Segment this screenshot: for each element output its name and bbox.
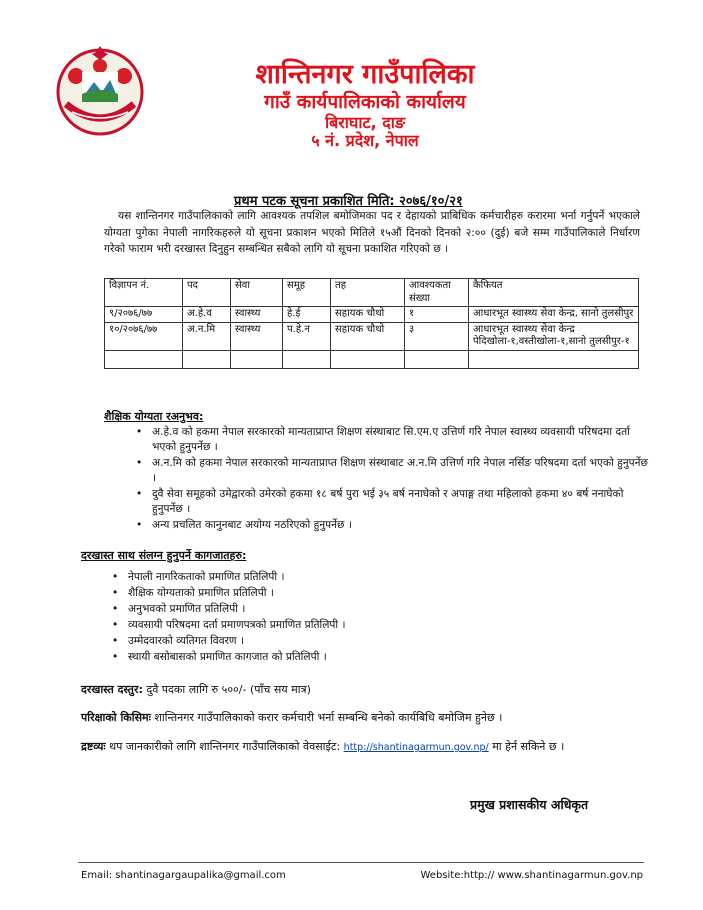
cell-required-count: ३ (405, 322, 469, 350)
cell-post: अ.न.मि (183, 322, 231, 350)
fee-label: दरखास्त दस्तुर: (81, 683, 143, 696)
list-item: • अनुभवको प्रमाणित प्रतिलिपी । (128, 602, 648, 617)
table-header-row (105, 279, 639, 307)
notice-intro: यस शान्तिनगर गाउँपालिकाको लागि आवश्यक तपशिल बमोजिमका पद र देहायको प्राबिधिक कर्मचारीहरु करारमा भर्ना गर्नुपर्ने भएकाले योग्यता पुगेका नेपाली नागरिकहरुले यो सूचना प्रकाशन भएको मितिले १५औं दिनको दिनको २:०० (दुई) बजे सम्म गाउँपालिकाले निर्धारण गरेको फाराम भरी दरखास्त दिनुहुन सम्बन्धित सबैको लागि यो सूचना प्रकाशित गरिएको छ । (104, 210, 640, 255)
exam-line (81, 710, 502, 725)
exam-text: शान्तिनगर गाउँपालिकाको करार कर्मचारी भर्ना सम्बन्धि बनेको कार्यबिधि बमोजिम हुनेछ । (150, 711, 503, 724)
signature-title: प्रमुख प्रशासकीय अधिकृत (470, 797, 589, 812)
office-name: गाउँ कार्यपालिकाको कार्यालय (264, 91, 466, 113)
cell-required-count: १ (405, 307, 469, 323)
note-text-after: मा हेर्न सकिने छ । (488, 740, 565, 753)
cell-remarks: आधारभूत स्वास्थ्य सेवा केन्द्र पेदिखोला-१,वस्तीखोला-१,सानो तुलसीपुर-१ (469, 322, 639, 350)
col-remarks: कैफियत (469, 279, 639, 307)
cell-post: अ.हे.व (183, 307, 231, 323)
table-row (105, 322, 639, 350)
vacancy-table (104, 278, 639, 369)
footer-divider (78, 862, 644, 863)
cell-remarks: आधारभूत स्वास्थ्य सेवा केन्द्र, सानो तुलसीपुर (469, 307, 639, 323)
office-location: बिराघाट, दाङ (324, 113, 406, 132)
col-required-count: आवश्यकता संख्या (405, 279, 469, 307)
website-link[interactable]: http://shantinagarmun.gov.np/ (343, 742, 489, 753)
table-row-empty (105, 350, 639, 368)
col-service: सेवा (231, 279, 283, 307)
table-row (105, 307, 639, 323)
notice-title: प्रथम पटक सूचना प्रकाशित मिति: २०७६/१०/२१ (234, 194, 463, 209)
col-post: पद (183, 279, 231, 307)
col-advert-no: विज्ञापन नं. (105, 279, 183, 307)
list-item: • स्थायी बसोबासको प्रमाणित कागजात को प्रतिलिपी । (128, 650, 648, 665)
footer-email: Email: shantinagargaupalika@gmail.com (81, 870, 286, 881)
col-level: तह (331, 279, 405, 307)
fee-line (81, 682, 311, 697)
cell-level: सहायक चौथो (331, 322, 405, 350)
documents-heading: दरखास्त साथ संलग्न हुनुपर्ने कागजातहरु: (81, 549, 247, 562)
qualifications-list (128, 425, 652, 534)
nepal-government-emblem-icon (52, 42, 148, 138)
org-name: शान्तिनगर गाउँपालिका (255, 59, 475, 90)
cell-service: स्वास्थ्य (231, 307, 283, 323)
office-province: ५ नं. प्रदेश, नेपाल (311, 131, 419, 150)
exam-label: परिक्षाको किसिमः (81, 711, 151, 724)
documents-list (104, 570, 648, 666)
note-label: द्रष्टव्यः (81, 740, 106, 753)
list-item: • व्यवसायी परिषदमा दर्ता प्रमाणपत्रको प्रमाणित प्रतिलिपी । (128, 618, 648, 633)
col-group: समूह (283, 279, 331, 307)
cell-advert-no: ९/२०७६/७७ (105, 307, 183, 323)
list-item: • अ.न.मि को हकमा नेपाल सरकारको मान्यताप्राप्त शिक्षण संस्थाबाट अ.न.मि उत्तिर्ण गरि नेपाल नर्सिङ परिषदमा दर्ता भएको हुनुपर्नेछ । (152, 456, 652, 486)
list-item: • अन्य प्रचलित कानुनबाट अयोग्य नठरिएको हुनुपर्नेछ । (152, 518, 652, 533)
list-item: • अ.हे.व को हकमा नेपाल सरकारको मान्यताप्राप्त शिक्षण संस्थाबाट सि.एम.ए उत्तिर्ण गरि नेपाल स्वास्थ्य व्यवसायी परिषदमा दर्ता भएको हुनुपर्नेछ । (152, 425, 652, 455)
cell-service: स्वास्थ्य (231, 322, 283, 350)
list-item: • उम्मेदवारको व्यतिगत विवरण । (128, 634, 648, 649)
list-item: • शैक्षिक योग्यताको प्रमाणित प्रतिलिपी । (128, 586, 648, 601)
cell-level: सहायक चौथो (331, 307, 405, 323)
list-item: • नेपाली नागरिकताको प्रमाणित प्रतिलिपी । (128, 570, 648, 585)
note-text: थप जानकारीको लागि शान्तिनगर गाउँपालिकाको वेवसाईट: (105, 740, 344, 753)
cell-advert-no: १०/२०७६/७७ (105, 322, 183, 350)
note-line (81, 739, 564, 754)
footer-website: Website:http:// www.shantinagarmun.gov.np (420, 870, 643, 881)
cell-group: हे.ई (283, 307, 331, 323)
qualifications-heading: शैक्षिक योग्यता रअनुभव: (104, 410, 204, 423)
list-item: • दुवै सेवा समूहको उमेद्वारको उमेरको हकमा १८ बर्ष पुरा भई ३५ बर्ष ननाघेको र अपाङ्ग तथा महिलाको हकमा ४० बर्ष ननाघेको हुनुपर्नेछ । (152, 487, 652, 517)
fee-text: दुवै पदका लागि रु ५००/- (पाँच सय मात्र) (142, 683, 311, 696)
cell-group: प.हे.न (283, 322, 331, 350)
